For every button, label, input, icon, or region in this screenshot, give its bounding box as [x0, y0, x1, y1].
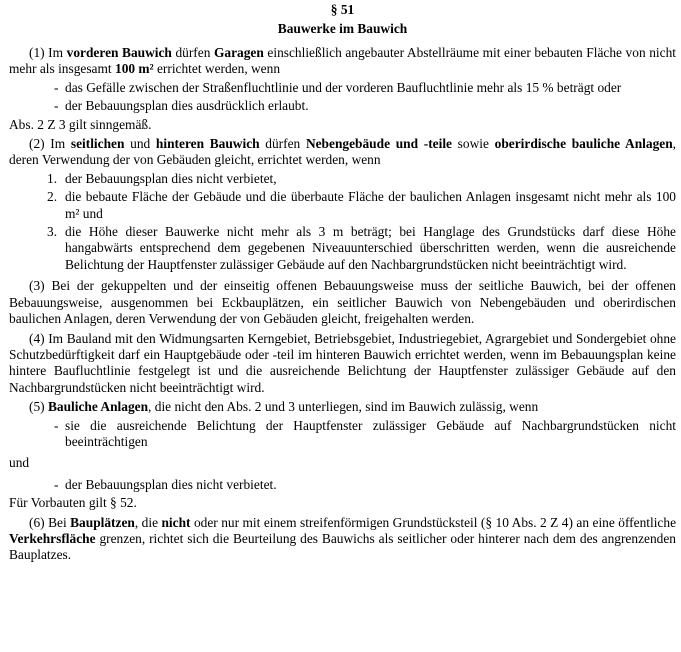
list-item-text: das Gefälle zwischen der Straßenfluchtlinie und der vorderen Baufluchtlinie mehr als 15 % beträgt oder [65, 79, 622, 95]
text: (2) Im [29, 136, 71, 152]
paragraph-1 [9, 45, 676, 78]
number-marker: 2. [47, 189, 58, 205]
paragraph-4: (4) Im Bauland mit den Widmungsarten Kerngebiet, Betriebsgebiet, Industriegebiet, Agrargebiet und Sondergebiet ohne Schutzbedürftigkeit darf ein Hauptgebäude oder -teil im hinteren Bauwich errichtet werden, wenn im Bebauungsplan keine hintere Baufluchtlinie festgelegt ist und die ausreichende Belichtung der Hauptfenster zulässiger Gebäude auf den Nachbargrundstücken nicht beeinträchtigt wird. [9, 330, 676, 395]
list-item [9, 171, 676, 187]
bold-term: seitlichen [70, 136, 125, 152]
conjunction: und [9, 455, 30, 471]
bold-term: 100 m² [115, 61, 154, 77]
dash-marker: - [54, 98, 59, 114]
list-item-text: sie die ausreichende Belichtung der Hauptfenster zulässiger Gebäude auf Nachbargrundstücken nicht beeinträchtigen [65, 417, 676, 449]
paragraph-3: (3) Bei der gekuppelten und der einseitig offenen Bebauungsweise muss der seitliche Bauwich, bei der offenen Bebauungsweise, ausgenommen bei Eckbauplätzen, ein seitlicher Bauwich von Nebengebäuden und oberirdischen baulichen Anlagen, deren Verwendung der von Gebäuden gleicht, freigehalten werden. [9, 278, 676, 327]
dash-marker: - [54, 417, 59, 433]
text: dürfen [171, 45, 214, 60]
paragraph-5-tail: Für Vorbauten gilt § 52. [9, 495, 137, 511]
text: oder nur mit einem streifenförmigen Grundstücksteil (§ 10 Abs. 2 Z 4) an eine öffentliche [190, 514, 677, 530]
bold-term: Garagen [213, 45, 264, 60]
text: , die nicht den Abs. 2 und 3 unterliegen, sind im Bauwich zulässig, wenn [148, 399, 539, 415]
list-item-text: der Bebauungsplan dies nicht verbietet. [65, 476, 277, 492]
list-item-text: die Höhe dieser Bauwerke nicht mehr als 3 m beträgt; bei Hanglage des Grundstücks darf diese Höhe hangabwärts entsprechend dem gegebenen Niveauunterschied überschritten werden, wenn die ausreichende Belichtung der Hauptfenster zulässiger Gebäude auf den Nachbargrundstücken nicht beeinträchtigt wird. [65, 224, 676, 272]
bold-term: Nebengebäude und -teile [305, 136, 452, 152]
paragraph-5 [9, 399, 676, 415]
text: (5) [29, 399, 48, 415]
text: , die [134, 514, 162, 530]
bold-term: vorderen Bauwich [66, 45, 172, 60]
paragraph-6 [9, 515, 676, 564]
bold-term: Bauplätzen [70, 514, 135, 530]
list-item [9, 80, 676, 96]
list-item [9, 189, 676, 222]
number-marker: 3. [47, 224, 58, 240]
list-item-text: der Bebauungsplan dies ausdrücklich erlaubt. [65, 98, 309, 114]
list-item [9, 477, 676, 493]
text: einschließlich angebauter Abstellräume mit einer bebauten Fläche von nicht mehr als insgesamt [9, 45, 676, 77]
text: , deren Verwendung der von Gebäuden gleicht, errichtet werden, wenn [9, 136, 677, 168]
dash-marker: - [54, 476, 59, 492]
text: (1) Im [29, 45, 67, 60]
list-item [9, 224, 676, 273]
list-item-text: der Bebauungsplan dies nicht verbietet, [65, 170, 277, 186]
list-item [9, 418, 676, 451]
text: (6) Bei [29, 514, 71, 530]
bold-term: nicht [161, 514, 191, 530]
text: dürfen [259, 136, 306, 152]
list-item [9, 98, 676, 114]
text: und [124, 136, 156, 152]
paragraph-2 [9, 136, 676, 169]
bold-term: Verkehrsfläche [9, 530, 96, 546]
paragraph-1-tail: Abs. 2 Z 3 gilt sinngemäß. [9, 116, 152, 132]
bold-term: oberirdische bauliche Anlagen [494, 136, 673, 152]
section-title: Bauwerke im Bauwich [277, 21, 408, 36]
bold-term: hinteren Bauwich [155, 136, 260, 152]
text: errichtet werden, wenn [153, 61, 281, 77]
number-marker: 1. [47, 170, 58, 186]
section-number: § 51 [330, 2, 355, 17]
text: sowie [451, 136, 495, 152]
bold-term: Bauliche Anlagen [47, 399, 149, 415]
list-item-text: die bebaute Fläche der Gebäude und die überbaute Fläche der baulichen Anlagen insgesamt nicht mehr als 100 m² und [65, 189, 676, 221]
dash-marker: - [54, 79, 59, 95]
text: grenzen, richtet sich die Beurteilung des Bauwichs als seitlicher oder hinterer nach dem des angrenzenden Bauplatzes. [9, 530, 676, 563]
